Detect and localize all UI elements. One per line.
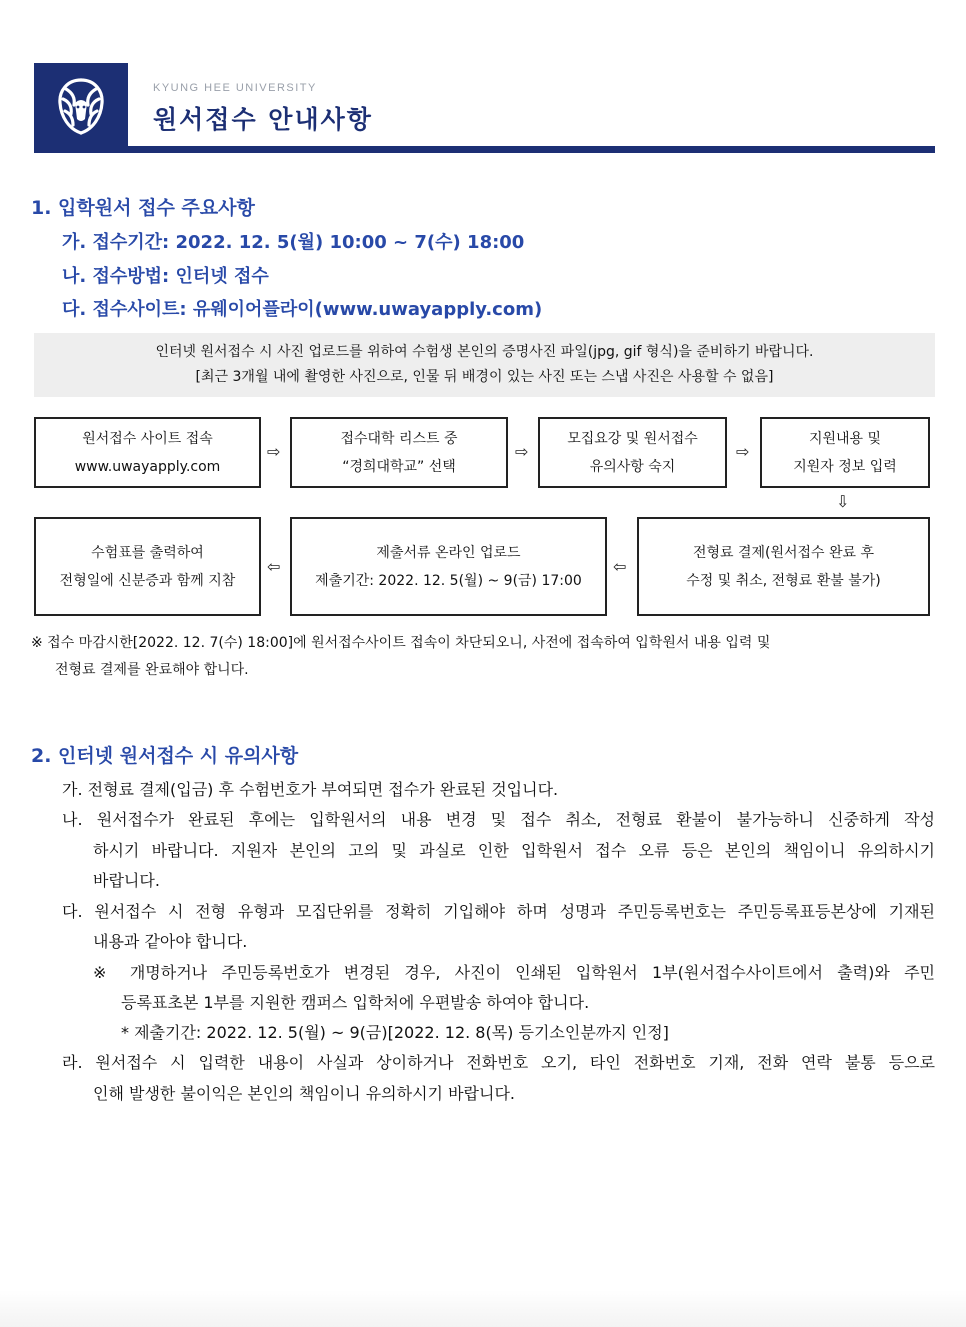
flow-step-text: 지원내용 및	[808, 430, 882, 447]
section1-item-method: 나. 접수방법: 인터넷 접수	[62, 266, 269, 287]
flow-step-text: 제출기간: 2022. 12. 5(월) ~ 9(금) 17:00	[315, 572, 582, 589]
arrow-down-icon: ⇩	[836, 492, 850, 511]
arrow-left-icon: ⇦	[267, 557, 281, 576]
flow-step-text: 지원자 정보 입력	[793, 458, 897, 475]
flow-step-read-guidelines	[538, 417, 727, 488]
arrow-right-icon: ⇨	[267, 442, 281, 461]
flow-step-payment	[637, 517, 930, 616]
university-logo	[34, 63, 128, 149]
header-divider	[34, 146, 935, 153]
flow-step-text: 수정 및 취소, 전형료 환불 불가)	[686, 572, 881, 589]
deadline-note-line: ※ 접수 마감시한[2022. 12. 7(수) 18:00]에 원서접수사이트 접속이 차단되오니, 사전에 접속하여 입학원서 내용 입력 및	[31, 635, 771, 651]
section2-line: * 제출기간: 2022. 12. 5(월) ~ 9(금)[2022. 12. 8(목) 등기소인분까지 인정]	[121, 1023, 669, 1042]
deadline-note-line: 전형료 결제를 완료해야 합니다.	[55, 662, 249, 678]
photo-notice-line: 인터넷 원서접수 시 사진 업로드를 위하여 수험생 본인의 증명사진 파일(jpg, gif 형식)을 준비하기 바랍니다.	[155, 344, 814, 360]
flow-step-select-university	[290, 417, 508, 488]
flow-step-text: 접수대학 리스트 중	[340, 430, 458, 447]
flow-step-text: 유의사항 숙지	[589, 458, 676, 475]
page-title: 원서접수 안내사항	[153, 105, 373, 134]
section2-line: 인해 발생한 불이익은 본인의 책임이니 유의하시기 바랍니다.	[93, 1084, 516, 1103]
page-bottom-shadow	[0, 1290, 966, 1327]
section1-item-period: 가. 접수기간: 2022. 12. 5(월) 10:00 ~ 7(수) 18:00	[62, 232, 525, 253]
flow-step-text: 전형료 결제(원서접수 완료 후	[692, 544, 875, 561]
section2-line: 라. 원서접수 시 입력한 내용이 사실과 상이하거나 전화번호 오기, 타인 전화번호 기재, 전화 연락 불통 등으로	[62, 1053, 935, 1072]
section2-line: 다. 원서접수 시 전형 유형과 모집단위를 정확히 기입해야 하며 성명과 주민등록번호는 주민등록표등본상에 기재된	[62, 902, 935, 921]
flow-step-site-access	[34, 417, 261, 488]
section1-title: 1. 입학원서 접수 주요사항	[31, 197, 255, 219]
photo-notice-line: [최근 3개월 내에 촬영한 사진으로, 인물 뒤 배경이 있는 사진 또는 스냅 사진은 사용할 수 없음]	[195, 369, 774, 385]
flow-step-upload-documents	[290, 517, 607, 616]
section2-line: ※ 개명하거나 주민등록번호가 변경된 경우, 사진이 인쇄된 입학원서 1부(원서접수사이트에서 출력)와 주민	[93, 963, 935, 982]
flow-step-text: “경희대학교” 선택	[342, 458, 456, 475]
lion-emblem-icon	[53, 75, 109, 137]
section1-item-site: 다. 접수사이트: 유웨이어플라이(www.uwayapply.com)	[62, 299, 543, 320]
flow-step-text: 전형일에 신분증과 함께 지참	[59, 572, 236, 589]
section2-line: 바랍니다.	[93, 871, 160, 890]
flow-step-text: 제출서류 온라인 업로드	[376, 544, 521, 561]
flow-step-enter-info	[760, 417, 930, 488]
section2-title: 2. 인터넷 원서접수 시 유의사항	[31, 745, 299, 767]
arrow-right-icon: ⇨	[736, 442, 750, 461]
section2-line: 등록표초본 1부를 지원한 캠퍼스 입학처에 우편발송 하여야 합니다.	[121, 993, 590, 1012]
flow-step-text: www.uwayapply.com	[74, 458, 221, 475]
flow-step-print-ticket	[34, 517, 261, 616]
flow-step-text: 수험표를 출력하여	[91, 544, 204, 561]
university-name-label: KYUNG HEE UNIVERSITY	[153, 82, 317, 94]
section2-line: 가. 전형료 결제(입금) 후 수험번호가 부여되면 접수가 완료된 것입니다.	[62, 780, 559, 799]
flow-step-text: 모집요강 및 원서접수	[567, 430, 698, 447]
arrow-right-icon: ⇨	[515, 442, 529, 461]
arrow-left-icon: ⇦	[613, 557, 627, 576]
section2-line: 내용과 같아야 합니다.	[93, 932, 248, 951]
section2-line: 하시기 바랍니다. 지원자 본인의 고의 및 과실로 인한 입학원서 접수 오류 등은 본인의 책임이니 유의하시기	[93, 841, 935, 860]
flow-step-text: 원서접수 사이트 접속	[82, 430, 213, 447]
section2-line: 나. 원서접수가 완료된 후에는 입학원서의 내용 변경 및 접수 취소, 전형료 환불이 불가능하니 신중하게 작성	[62, 810, 935, 829]
photo-notice-box	[34, 333, 935, 397]
